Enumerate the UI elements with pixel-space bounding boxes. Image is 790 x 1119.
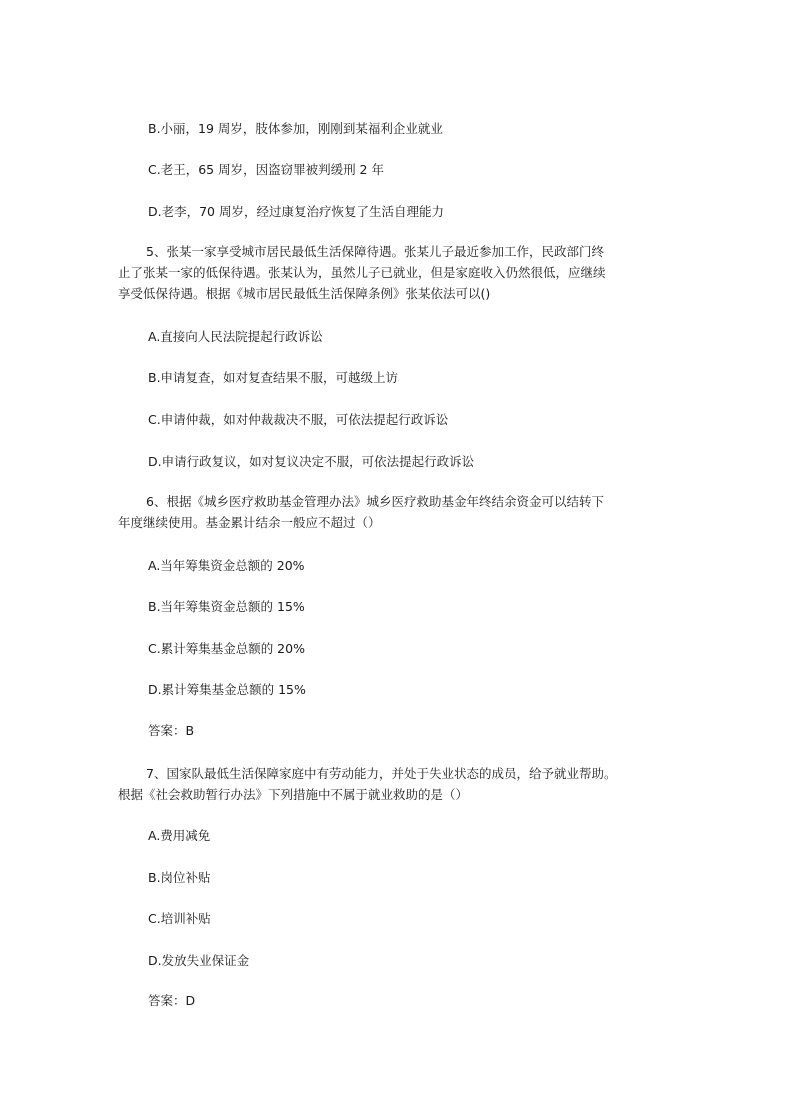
q7-option-d: D.发放失业保证金 — [148, 953, 250, 968]
q4-option-b: B.小丽，19 周岁，肢体参加，刚刚到某福利企业就业 — [148, 121, 443, 136]
q7-stem-line-2: 根据《社会救助暂行办法》下列措施中不属于就业救助的是（） — [118, 787, 469, 802]
q5-stem-line-3: 享受低保待遇。根据《城市居民最低生活保障条例》张某依法可以() — [118, 286, 491, 301]
q6-answer: 答案：B — [148, 723, 195, 738]
q7-option-c: C.培训补贴 — [148, 911, 211, 926]
q5-stem — [118, 241, 658, 304]
q6-stem-line-2: 年度继续使用。基金累计结余一般应不超过（） — [118, 515, 381, 530]
q7-option-b: B.岗位补贴 — [148, 870, 211, 885]
q5-option-c: C.申请仲裁，如对仲裁裁决不服，可依法提起行政诉讼 — [148, 412, 449, 427]
q5-stem-line-2: 止了张某一家的低保待遇。张某认为，虽然儿子已就业，但是家庭收入仍然很低，应继续 — [118, 265, 606, 280]
q6-stem-line-1: 6、根据《城乡医疗救助基金管理办法》城乡医疗救助基金年终结余资金可以结转下 — [146, 494, 604, 509]
q6-option-c: C.累计筹集基金总额的 20% — [148, 641, 305, 656]
q6-stem — [118, 491, 658, 533]
q6-option-b: B.当年筹集资金总额的 15% — [148, 599, 305, 614]
q5-option-a: A.直接向人民法院提起行政诉讼 — [148, 329, 323, 344]
q5-stem-line-1: 5、张某一家享受城市居民最低生活保障待遇。张某儿子最近参加工作，民政部门终 — [146, 244, 604, 259]
q7-option-a: A.费用减免 — [148, 828, 211, 843]
q5-option-d: D.申请行政复议，如对复议决定不服，可依法提起行政诉讼 — [148, 454, 475, 469]
q7-stem — [118, 763, 658, 805]
q4-option-d: D.老李，70 周岁，经过康复治疗恢复了生活自理能力 — [148, 204, 444, 219]
q4-option-c: C.老王，65 周岁，因盗窃罪被判缓刑 2 年 — [148, 162, 384, 177]
q6-option-a: A.当年筹集资金总额的 20% — [148, 558, 305, 573]
q7-answer: 答案：D — [148, 993, 196, 1008]
q7-stem-line-1: 7、国家队最低生活保障家庭中有劳动能力，并处于失业状态的成员，给予就业帮助。 — [146, 766, 617, 781]
q6-option-d: D.累计筹集基金总额的 15% — [148, 682, 306, 697]
q5-option-b: B.申请复查，如对复查结果不服，可越级上访 — [148, 370, 399, 385]
